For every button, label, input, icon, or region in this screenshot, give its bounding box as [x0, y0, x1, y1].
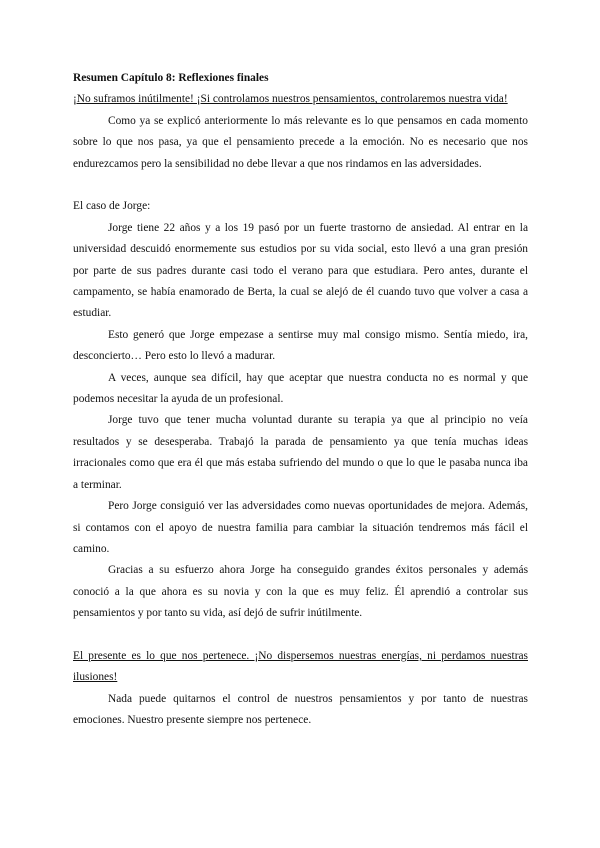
closing-paragraph: Nada puede quitarnos el control de nuestros pensamientos y por tanto de nuestras emociones. Nuestro presente siempre nos pertenece.: [73, 692, 528, 727]
case-paragraph-2: Esto generó que Jorge empezase a sentirse muy mal consigo mismo. Sentía miedo, ira, desconcierto… Pero esto lo llevó a madurar.: [73, 328, 528, 363]
section-subtitle-1: ¡No suframos inútilmente! ¡Si controlamos nuestros pensamientos, controlaremos nuestra vida!: [73, 93, 508, 106]
case-paragraph-5: Pero Jorge consiguió ver las adversidades como nuevas oportunidades de mejora. Además, si contamos con el apoyo de nuestra familia para cambiar la situación tendremos más fácil el camino.: [73, 500, 528, 555]
intro-paragraph: Como ya se explicó anteriormente lo más relevante es lo que pensamos en cada momento sobre lo que nos pasa, ya que el pensamiento precede a la emoción. No es necesario que nos endurezcamos pero la sensibilidad no debe llevar a que nos rindamos en las adversidades.: [73, 114, 528, 170]
case-paragraph-6: Gracias a su esfuerzo ahora Jorge ha conseguido grandes éxitos personales y además conoció a la que ahora es su novia y con la que es muy feliz. Él aprendió a controlar sus pensamientos y por tanto su vida, así dejó de sufrir inútilmente.: [73, 564, 528, 620]
case-paragraph-4: Jorge tuvo que tener mucha voluntad durante su terapia ya que al principio no veía resultados y se desesperaba. Trabajó la parada de pensamiento ya que tenía muchas ideas irracionales como que era él que más estaba sufriendo del mundo o que lo que le pasaba nunca iba a terminar.: [73, 414, 528, 491]
document-title: Resumen Capítulo 8: Reflexiones finales: [73, 72, 269, 84]
case-paragraph-1: Jorge tiene 22 años y a los 19 pasó por un fuerte trastorno de ansiedad. Al entrar en la universidad descuidó enormemente sus estudios por su vida social, esto llevó a una gran presión por parte de sus padres durante casi todo el verano para que estudiara. Pero antes, durante el campamento, se había enamorado de Berta, la cual se alejó de él cuando tuvo que volver a casa a estudiar.: [73, 221, 528, 320]
case-paragraph-3: A veces, aunque sea difícil, hay que aceptar que nuestra conducta no es normal y que podemos necesitar la ayuda de un profesional.: [73, 371, 528, 406]
section-subtitle-2: El presente es lo que nos pertenece. ¡No dispersemos nuestras energías, ni perdamos nuestras ilusiones!: [73, 649, 528, 684]
spacer: [73, 175, 528, 196]
spacer: [73, 625, 528, 646]
case-heading: El caso de Jorge:: [73, 200, 151, 213]
